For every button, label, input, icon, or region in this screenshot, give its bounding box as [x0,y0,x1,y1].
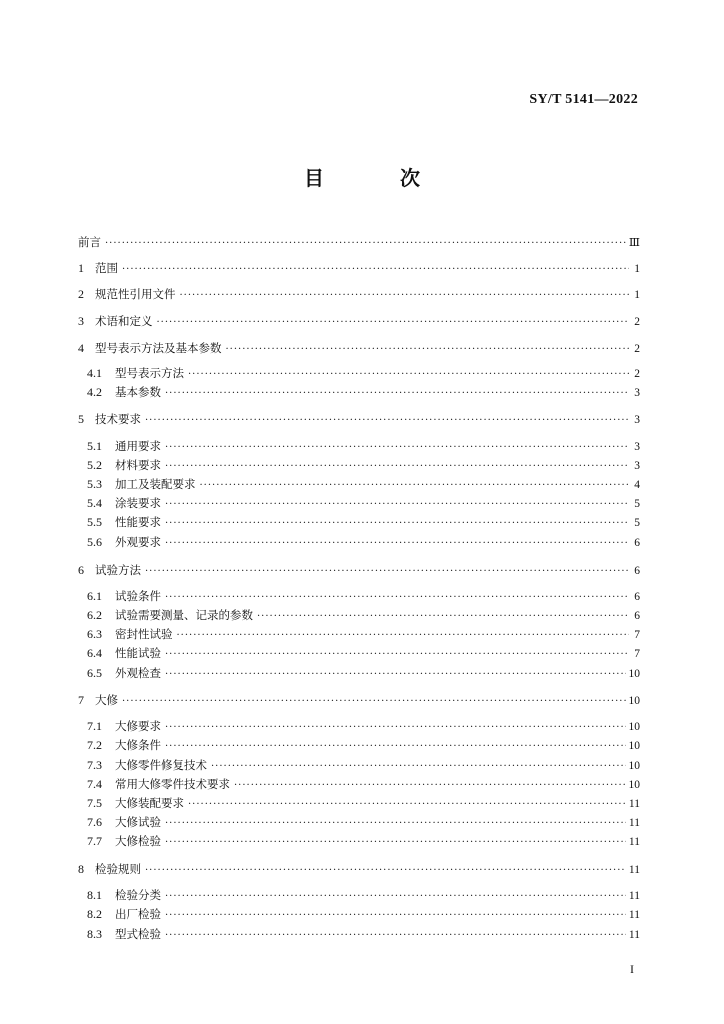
toc-entry-page: 6 [634,565,640,577]
toc-entry-number: 8.1 [87,888,102,902]
toc-entry-page: 3 [634,460,640,472]
toc-entry-page: 4 [634,479,640,491]
toc-dot-leader [165,496,629,514]
toc-dot-leader [177,627,630,645]
toc-entry[interactable] [87,364,640,382]
toc-entry-page: 1 [634,263,640,275]
toc-entry-label: 试验需要测量、记录的参数 [115,608,253,622]
toc-entry-page: 5 [634,498,640,510]
toc-dot-leader [165,888,626,906]
toc-entry-label: 基本参数 [115,385,161,399]
toc-entry[interactable] [78,285,640,303]
toc-entry-label: 型号表示方法及基本参数 [95,341,222,355]
toc-entry-label: 大修零件修复技术 [115,758,207,772]
toc-entry[interactable] [87,925,640,943]
toc-entry-label: 出厂检验 [115,907,161,921]
toc-entry-label: 大修 [95,693,118,707]
standard-code: SY/T 5141—2022 [529,92,638,107]
toc-entry-page: 2 [634,368,640,380]
toc-entry-label: 试验条件 [115,589,161,603]
toc-entry-page: 10 [628,668,640,680]
toc-entry-page: 3 [634,414,640,426]
toc-entry[interactable] [87,886,640,904]
toc-entry-page: 10 [628,760,640,772]
toc-dot-leader [145,862,626,880]
toc-entry[interactable] [87,587,640,605]
toc-dot-leader [234,777,626,795]
toc-entry-label: 技术要求 [95,412,141,426]
toc-dot-leader [165,458,629,476]
toc-entry-number: 7.1 [87,719,102,733]
toc-entry-number: 6.4 [87,646,102,660]
toc-entry-page: 10 [628,740,640,752]
toc-dot-leader [122,261,629,279]
toc-dot-leader [257,608,629,626]
toc-entry[interactable] [78,233,640,251]
toc-entry-page: 10 [628,695,640,707]
toc-entry-label: 前言 [78,235,101,249]
toc-entry-page: 1 [634,289,640,301]
toc-entry[interactable] [87,794,640,812]
toc-entry-number: 5.3 [87,477,102,491]
toc-entry-page: 11 [628,836,640,848]
toc-entry-page: 11 [628,798,640,810]
toc-entry-label: 术语和定义 [95,314,153,328]
toc-entry-number: 4.1 [87,366,102,380]
toc-entry-page: 2 [634,316,640,328]
toc-entry-page: 11 [628,909,640,921]
toc-entry-page: 11 [628,817,640,829]
toc-entry-page: Ⅲ [628,237,640,249]
toc-entry-number: 2 [78,287,84,301]
toc-dot-leader [165,646,629,664]
toc-entry-page: 10 [628,779,640,791]
toc-entry-page: 10 [628,721,640,733]
toc-entry-number: 5.4 [87,496,102,510]
toc-entry[interactable] [87,606,640,624]
toc-entry[interactable] [87,513,640,531]
toc-entry[interactable] [87,456,640,474]
toc-entry[interactable] [87,664,640,682]
toc-entry-label: 型号表示方法 [115,366,184,380]
toc-entry-label: 性能要求 [115,515,161,529]
toc-entry[interactable] [78,410,640,428]
toc-dot-leader [122,693,626,711]
toc-dot-leader [200,477,630,495]
toc-entry[interactable] [87,736,640,754]
toc-entry-number: 8.2 [87,907,102,921]
toc-dot-leader [165,834,626,852]
toc-dot-leader [145,412,629,430]
toc-entry[interactable] [78,259,640,277]
toc-entry-page: 11 [628,929,640,941]
toc-entry[interactable] [78,339,640,357]
toc-dot-leader [165,385,629,403]
toc-dot-leader [165,535,629,553]
toc-entry[interactable] [87,717,640,735]
toc-entry-label: 检验分类 [115,888,161,902]
toc-entry-number: 7.7 [87,834,102,848]
toc-dot-leader [188,366,629,384]
page-title: 目 次 [304,166,448,190]
toc-entry-label: 材料要求 [115,458,161,472]
toc-dot-leader [105,235,626,253]
toc-entry-number: 7 [78,693,84,707]
toc-entry-number: 5 [78,412,84,426]
toc-entry[interactable] [78,312,640,330]
toc-entry-label: 常用大修零件技术要求 [115,777,230,791]
toc-entry-page: 5 [634,517,640,529]
toc-entry[interactable] [87,437,640,455]
toc-entry-label: 检验规则 [95,862,141,876]
toc-entry-number: 6.5 [87,666,102,680]
toc-entry-page: 6 [634,610,640,622]
toc-entry-number: 5.6 [87,535,102,549]
page-number: I [630,962,634,976]
toc-entry[interactable] [78,860,640,878]
toc-entry-label: 规范性引用文件 [95,287,176,301]
toc-entry-page: 7 [634,648,640,660]
toc-entry-label: 大修条件 [115,738,161,752]
toc-dot-leader [165,719,626,737]
toc-entry-number: 5.5 [87,515,102,529]
toc-entry-page: 7 [634,629,640,641]
toc-entry-number: 8 [78,862,84,876]
toc-entry-page: 11 [628,890,640,902]
toc-entry-label: 大修装配要求 [115,796,184,810]
toc-entry-label: 范围 [95,261,118,275]
toc-entry-page: 11 [628,864,640,876]
toc-entry[interactable] [87,756,640,774]
toc-dot-leader [211,758,626,776]
toc-entry-page: 6 [634,591,640,603]
toc-entry-label: 大修要求 [115,719,161,733]
toc-entry-label: 大修试验 [115,815,161,829]
toc-entry-number: 7.5 [87,796,102,810]
toc-entry-number: 4.2 [87,385,102,399]
toc-entry[interactable] [87,905,640,923]
toc-dot-leader [226,341,630,359]
toc-entry-number: 7.3 [87,758,102,772]
toc-entry[interactable] [87,494,640,512]
toc-entry-label: 型式检验 [115,927,161,941]
toc-dot-leader [165,439,629,457]
toc-entry-number: 7.2 [87,738,102,752]
toc-entry-number: 5.1 [87,439,102,453]
toc-entry-label: 大修检验 [115,834,161,848]
toc-entry-number: 6.2 [87,608,102,622]
toc-entry[interactable] [87,775,640,793]
toc-entry[interactable] [87,832,640,850]
toc-dot-leader [165,666,626,684]
toc-entry-number: 7.4 [87,777,102,791]
toc-entry[interactable] [87,813,640,831]
toc-entry[interactable] [87,383,640,401]
toc-dot-leader [165,815,626,833]
toc-dot-leader [165,515,629,533]
toc-entry-number: 6.1 [87,589,102,603]
toc-entry-label: 试验方法 [95,563,141,577]
toc-dot-leader [188,796,626,814]
toc-dot-leader [165,927,626,945]
toc-dot-leader [145,563,629,581]
toc-entry[interactable] [78,561,640,579]
toc-entry-number: 3 [78,314,84,328]
toc-entry-page: 2 [634,343,640,355]
toc-entry-label: 密封性试验 [115,627,173,641]
toc-dot-leader [165,738,626,756]
toc-entry[interactable] [87,625,640,643]
toc-entry-label: 涂装要求 [115,496,161,510]
toc-entry-number: 4 [78,341,84,355]
toc-entry-number: 5.2 [87,458,102,472]
toc-entry-number: 1 [78,261,84,275]
toc-dot-leader [165,907,626,925]
toc-entry-page: 6 [634,537,640,549]
toc-dot-leader [180,287,630,305]
toc-entry[interactable] [87,475,640,493]
toc-entry-label: 性能试验 [115,646,161,660]
toc-entry-number: 8.3 [87,927,102,941]
toc-entry-label: 外观检查 [115,666,161,680]
toc-entry-label: 外观要求 [115,535,161,549]
toc-entry-number: 6.3 [87,627,102,641]
toc-entry[interactable] [87,533,640,551]
toc-entry[interactable] [87,644,640,662]
toc-entry-number: 7.6 [87,815,102,829]
toc-entry-page: 3 [634,387,640,399]
toc-entry[interactable] [78,691,640,709]
toc-dot-leader [157,314,630,332]
toc-entry-label: 加工及装配要求 [115,477,196,491]
toc-dot-leader [165,589,629,607]
toc-entry-label: 通用要求 [115,439,161,453]
toc-entry-number: 6 [78,563,84,577]
toc-entry-page: 3 [634,441,640,453]
